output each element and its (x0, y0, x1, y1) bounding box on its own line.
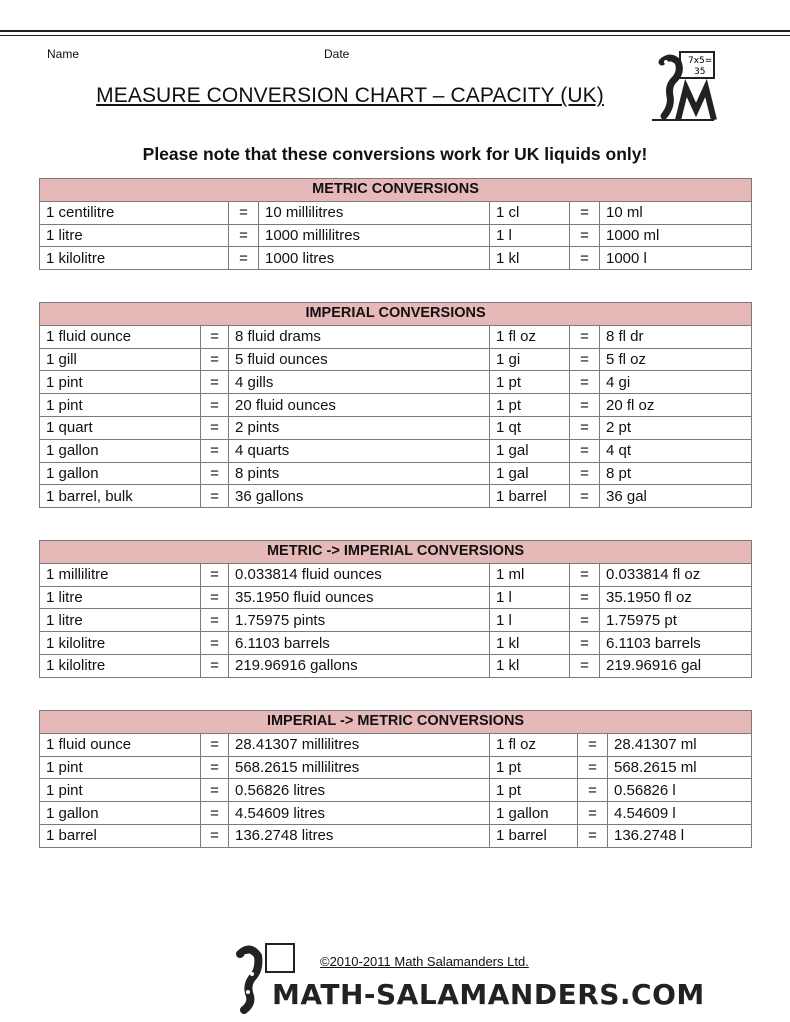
table-cell: = (201, 654, 229, 677)
table-row (40, 632, 752, 655)
table-row (40, 462, 752, 485)
table-cell: 1 pt (490, 756, 578, 779)
table-cell: 36 gallons (229, 485, 490, 508)
table-cell: = (570, 416, 600, 439)
table-row (40, 348, 752, 371)
table-cell: 1 gal (490, 462, 570, 485)
table-cell: 136.2748 l (608, 824, 752, 847)
table-cell: 1 millilitre (40, 563, 201, 586)
table-row (40, 247, 752, 270)
table-cell: 1 gi (490, 348, 570, 371)
footer-logo (228, 942, 705, 1012)
table-cell: 1 barrel (490, 824, 578, 847)
table-cell: = (578, 824, 608, 847)
table-cell: 1 pt (490, 394, 570, 417)
table-cell: = (570, 632, 600, 655)
table-cell: = (201, 348, 229, 371)
table-cell: 1 pt (490, 779, 578, 802)
table-cell: = (201, 609, 229, 632)
table-cell: 1 l (490, 224, 570, 247)
table-cell: = (570, 485, 600, 508)
table-row (40, 563, 752, 586)
table-cell: 28.41307 millilitres (229, 733, 490, 756)
salamander-icon (240, 949, 258, 1010)
table-row (40, 394, 752, 417)
table-cell: = (229, 224, 259, 247)
table-cell: = (570, 586, 600, 609)
table-cell: = (229, 201, 259, 224)
table-cell: = (201, 394, 229, 417)
table-cell: 4 qt (600, 439, 752, 462)
table-cell: 1 barrel, bulk (40, 485, 201, 508)
table-cell: 4 gills (229, 371, 490, 394)
table-heading: IMPERIAL -> METRIC CONVERSIONS (40, 711, 752, 734)
svg-text:7x5=: 7x5= (688, 56, 713, 66)
table-cell: 0.033814 fl oz (600, 563, 752, 586)
table-cell: 219.96916 gallons (229, 654, 490, 677)
name-label: Name (47, 47, 80, 61)
salamander-logo-icon (644, 48, 720, 124)
table-cell: 1 cl (490, 201, 570, 224)
table-cell: = (201, 802, 229, 825)
table-heading: IMPERIAL CONVERSIONS (40, 303, 752, 326)
table-cell: 4 gi (600, 371, 752, 394)
table-cell: = (201, 632, 229, 655)
table-row (40, 485, 752, 508)
copyright-text: ©2010-2011 Math Salamanders Ltd. (320, 954, 529, 969)
table-cell: 8 fluid drams (229, 325, 490, 348)
footer-logo-text: MATH-SALAMANDERS.COM (272, 978, 705, 1011)
table-cell: 1.75975 pints (229, 609, 490, 632)
table-cell: = (201, 416, 229, 439)
table-cell: = (201, 563, 229, 586)
table-cell: 1000 litres (259, 247, 490, 270)
table-cell: 1 gill (40, 348, 201, 371)
imperial-to-metric-table (39, 710, 752, 848)
table-cell: 10 millilitres (259, 201, 490, 224)
table-cell: 8 pt (600, 462, 752, 485)
table-cell: 1 litre (40, 586, 201, 609)
table-cell: 1 gallon (40, 802, 201, 825)
table-cell: 136.2748 litres (229, 824, 490, 847)
imperial-conversions-table (39, 302, 752, 508)
table-cell: 20 fluid ounces (229, 394, 490, 417)
table-cell: 5 fluid ounces (229, 348, 490, 371)
table-heading: METRIC CONVERSIONS (40, 179, 752, 202)
table-cell: = (578, 802, 608, 825)
table-cell: 1 fl oz (490, 733, 578, 756)
table-cell: 4.54609 l (608, 802, 752, 825)
table-cell: 1 l (490, 609, 570, 632)
table-cell: = (201, 325, 229, 348)
table-cell: 0.56826 litres (229, 779, 490, 802)
table-cell: 1 pint (40, 779, 201, 802)
table-cell: 4 quarts (229, 439, 490, 462)
table-cell: 1 qt (490, 416, 570, 439)
table-cell: 1 quart (40, 416, 201, 439)
table-cell: 6.1103 barrels (600, 632, 752, 655)
table-cell: = (578, 779, 608, 802)
table-cell: = (570, 201, 600, 224)
table-cell: 35.1950 fl oz (600, 586, 752, 609)
table-cell: = (570, 654, 600, 677)
table-cell: 35.1950 fluid ounces (229, 586, 490, 609)
table-cell: = (201, 756, 229, 779)
table-row (40, 733, 752, 756)
table-cell: 1 fl oz (490, 325, 570, 348)
top-rule (0, 30, 790, 32)
table-cell: = (201, 485, 229, 508)
table-cell: = (201, 462, 229, 485)
table-cell: = (578, 756, 608, 779)
table-cell: 1 litre (40, 609, 201, 632)
table-row (40, 609, 752, 632)
page-title: MEASURE CONVERSION CHART – CAPACITY (UK) (96, 84, 604, 107)
table-cell: 1000 millilitres (259, 224, 490, 247)
table-cell: 1 l (490, 586, 570, 609)
table-cell: 1 kl (490, 632, 570, 655)
table-cell: 0.033814 fluid ounces (229, 563, 490, 586)
chalkboard-icon (266, 944, 294, 972)
table-cell: 8 fl dr (600, 325, 752, 348)
table-cell: 10 ml (600, 201, 752, 224)
table-row (40, 756, 752, 779)
table-cell: 2 pints (229, 416, 490, 439)
table-cell: 4.54609 litres (229, 802, 490, 825)
table-cell: = (570, 394, 600, 417)
table-cell: 1 pint (40, 394, 201, 417)
table-cell: = (570, 462, 600, 485)
table-cell: 1 gallon (490, 802, 578, 825)
table-cell: = (570, 348, 600, 371)
top-rule-thin (0, 35, 790, 36)
table-cell: 1 pt (490, 371, 570, 394)
table-cell: 1 ml (490, 563, 570, 586)
table-cell: 1 barrel (490, 485, 570, 508)
table-cell: 1 kl (490, 654, 570, 677)
table-cell: 1 fluid ounce (40, 733, 201, 756)
note-text: Please note that these conversions work for UK liquids only! (142, 144, 648, 164)
table-cell: = (570, 247, 600, 270)
table-cell: 1 kilolitre (40, 654, 201, 677)
table-cell: 1 gallon (40, 439, 201, 462)
table-cell: = (570, 224, 600, 247)
table-cell: 1 fluid ounce (40, 325, 201, 348)
table-cell: = (229, 247, 259, 270)
table-cell: 568.2615 ml (608, 756, 752, 779)
table-cell: 1.75975 pt (600, 609, 752, 632)
table-cell: 1000 l (600, 247, 752, 270)
table-row (40, 586, 752, 609)
table-cell: = (570, 563, 600, 586)
table-cell: = (201, 439, 229, 462)
metric-to-imperial-table (39, 540, 752, 678)
table-cell: = (570, 439, 600, 462)
table-row (40, 371, 752, 394)
table-row (40, 779, 752, 802)
table-cell: = (201, 733, 229, 756)
table-cell: = (201, 779, 229, 802)
table-cell: 28.41307 ml (608, 733, 752, 756)
table-row (40, 325, 752, 348)
table-cell: 1 kl (490, 247, 570, 270)
table-row (40, 824, 752, 847)
table-cell: 1 gallon (40, 462, 201, 485)
table-cell: 8 pints (229, 462, 490, 485)
table-cell: 219.96916 gal (600, 654, 752, 677)
table-cell: = (578, 733, 608, 756)
metric-conversions-table (39, 178, 752, 270)
table-cell: 1 centilitre (40, 201, 229, 224)
table-cell: 6.1103 barrels (229, 632, 490, 655)
table-cell: 20 fl oz (600, 394, 752, 417)
table-cell: 1000 ml (600, 224, 752, 247)
table-cell: 36 gal (600, 485, 752, 508)
table-cell: 1 pint (40, 371, 201, 394)
date-label: Date (324, 47, 350, 61)
table-cell: 568.2615 millilitres (229, 756, 490, 779)
table-cell: 1 litre (40, 224, 229, 247)
table-row (40, 439, 752, 462)
table-heading: METRIC -> IMPERIAL CONVERSIONS (40, 541, 752, 564)
table-row (40, 201, 752, 224)
table-cell: 1 kilolitre (40, 632, 201, 655)
table-cell: 0.56826 l (608, 779, 752, 802)
svg-text:35: 35 (694, 67, 706, 77)
table-cell: 1 gal (490, 439, 570, 462)
table-cell: = (570, 609, 600, 632)
table-cell: = (201, 586, 229, 609)
table-cell: = (570, 371, 600, 394)
table-cell: 5 fl oz (600, 348, 752, 371)
table-cell: = (201, 824, 229, 847)
table-row (40, 416, 752, 439)
table-cell: 1 pint (40, 756, 201, 779)
table-row (40, 654, 752, 677)
table-row (40, 224, 752, 247)
table-cell: = (570, 325, 600, 348)
table-cell: 2 pt (600, 416, 752, 439)
table-cell: 1 barrel (40, 824, 201, 847)
table-cell: = (201, 371, 229, 394)
table-row (40, 802, 752, 825)
table-cell: 1 kilolitre (40, 247, 229, 270)
